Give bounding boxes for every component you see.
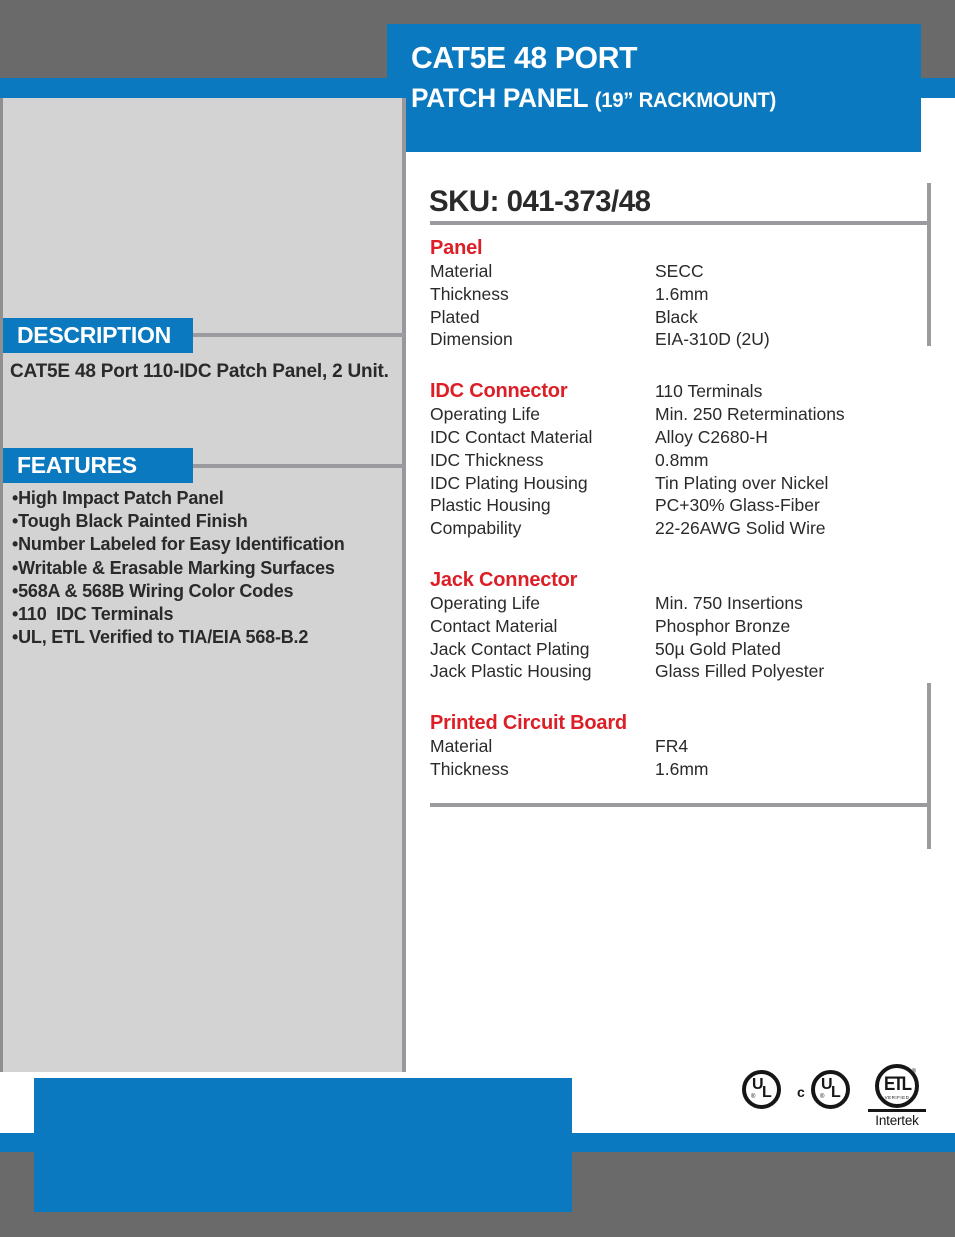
- spec-label: Thickness: [430, 758, 509, 779]
- spec-label: Operating Life: [430, 404, 540, 425]
- spec-label: Contact Material: [430, 615, 558, 636]
- spec-section-title: Panel: [430, 237, 483, 259]
- product-title-line2-suffix: (19” RACKMOUNT): [594, 89, 776, 112]
- spec-label: Operating Life: [430, 592, 540, 613]
- specs-bottom-rule: [430, 803, 931, 807]
- spec-value: Alloy C2680-H: [655, 426, 768, 447]
- spec-label: Compability: [430, 518, 522, 539]
- spec-section: [430, 380, 928, 541]
- feature-item: • Writable & Erasable Marking Surfaces: [12, 557, 404, 580]
- spec-section: [430, 712, 928, 782]
- spec-label: Jack Plastic Housing: [430, 661, 592, 682]
- cul-logo-letter-l: L: [831, 1084, 841, 1101]
- spec-row: [430, 616, 928, 639]
- spec-section-title: Jack Connector: [430, 568, 578, 591]
- spec-section-title: Printed Circuit Board: [430, 712, 627, 735]
- spec-value: Tin Plating over Nickel: [655, 472, 829, 493]
- spec-value: 0.8mm: [655, 449, 709, 470]
- spec-value: EIA-310D (2U): [655, 329, 770, 350]
- spec-row: [430, 593, 928, 616]
- spec-value: 1.6mm: [655, 283, 709, 304]
- spec-row: [430, 639, 928, 662]
- spec-label: Jack Contact Plating: [430, 638, 590, 659]
- spec-label: Material: [430, 736, 493, 757]
- spec-row: [430, 329, 928, 352]
- etl-logo-letters: ETL: [883, 1072, 911, 1095]
- spec-section-title: IDC Connector: [430, 380, 568, 403]
- spec-row: [430, 450, 928, 473]
- features-header: [3, 448, 193, 483]
- intertek-rule: [868, 1109, 926, 1112]
- ul-logo: [742, 1070, 781, 1109]
- ul-logo-letter-u: U: [752, 1076, 764, 1093]
- description-text: CAT5E 48 Port 110-IDC Patch Panel, 2 Unit.: [10, 361, 389, 382]
- description-header-rule: [193, 333, 405, 337]
- spec-label: Dimension: [430, 329, 513, 350]
- product-title-line2-main: PATCH PANEL: [411, 83, 588, 113]
- product-title-line2: [411, 84, 906, 115]
- ul-logo-letter-l: L: [762, 1084, 772, 1101]
- spec-section-header: [430, 237, 928, 261]
- spec-row: [430, 759, 928, 782]
- spec-value: FR4: [655, 736, 689, 757]
- spec-value: 22-26AWG Solid Wire: [655, 518, 826, 539]
- spec-value: 1.6mm: [655, 758, 709, 779]
- spec-section: [430, 569, 928, 684]
- description-header-label: DESCRIPTION: [17, 322, 171, 348]
- spec-label: IDC Thickness: [430, 449, 544, 470]
- spec-section-value: 110 Terminals: [655, 381, 763, 402]
- spec-value: PC+30% Glass-Fiber: [655, 495, 820, 516]
- spec-label: Material: [430, 261, 493, 281]
- registered-mark-icon: ®: [911, 1069, 916, 1075]
- feature-item: • UL, ETL Verified to TIA/EIA 568-B.2: [12, 626, 404, 649]
- spec-row: [430, 284, 928, 307]
- product-title-line1: CAT5E 48 PORT: [411, 40, 638, 75]
- description-header: [3, 318, 193, 353]
- spec-value: 50µ Gold Plated: [655, 638, 781, 659]
- registered-mark-icon: ®: [751, 1094, 756, 1100]
- feature-item: • Number Labeled for Easy Identification: [12, 533, 404, 556]
- cul-logo: [811, 1070, 850, 1109]
- spec-section-header: [430, 569, 928, 593]
- spec-row: [430, 518, 928, 541]
- spec-value: Glass Filled Polyester: [655, 661, 825, 682]
- features-list: [12, 487, 404, 649]
- features-header-rule: [193, 464, 405, 468]
- product-title-banner: [387, 24, 921, 152]
- spec-row: [430, 736, 928, 759]
- sku-heading: SKU: 041-373/48: [429, 185, 651, 218]
- spec-label: Thickness: [430, 283, 509, 304]
- spec-row: [430, 404, 928, 427]
- etl-logo: [875, 1064, 919, 1108]
- feature-item: • 568A & 568B Wiring Color Codes: [12, 580, 404, 603]
- spec-row: [430, 661, 928, 684]
- feature-item: • 110 IDC Terminals: [12, 603, 404, 626]
- right-rule-bottom: [927, 683, 931, 849]
- feature-item: • High Impact Patch Panel: [12, 487, 404, 510]
- spec-row: [430, 307, 928, 330]
- feature-item: • Tough Black Painted Finish: [12, 510, 404, 533]
- spec-value: Min. 250 Reterminations: [655, 404, 845, 425]
- certification-logos: [740, 1062, 940, 1134]
- intertek-label: Intertek: [875, 1113, 919, 1128]
- spec-label: Plated: [430, 306, 480, 327]
- sku-underline: [430, 221, 931, 225]
- spec-value: Black: [655, 306, 698, 327]
- spec-section: [430, 237, 928, 352]
- spec-value: Phosphor Bronze: [655, 615, 791, 636]
- spec-label: Plastic Housing: [430, 495, 551, 516]
- spec-section-header: [430, 380, 928, 404]
- footer-blue-rectangle: [34, 1078, 572, 1212]
- etl-logo-arc-text: VERIFIED: [884, 1095, 910, 1100]
- spec-row: [430, 261, 928, 284]
- spec-sections: [430, 237, 928, 810]
- spec-row: [430, 427, 928, 450]
- spec-value: Min. 750 Insertions: [655, 592, 803, 613]
- spec-row: [430, 495, 928, 518]
- spec-section-header: [430, 712, 928, 736]
- spec-row: [430, 473, 928, 496]
- cul-c-prefix: c: [797, 1084, 805, 1100]
- cul-logo-letter-u: U: [821, 1076, 833, 1093]
- registered-mark-icon: ®: [820, 1094, 825, 1100]
- spec-value: SECC: [655, 261, 704, 281]
- spec-label: IDC Plating Housing: [430, 472, 588, 493]
- spec-label: IDC Contact Material: [430, 426, 593, 447]
- features-header-label: FEATURES: [17, 452, 137, 478]
